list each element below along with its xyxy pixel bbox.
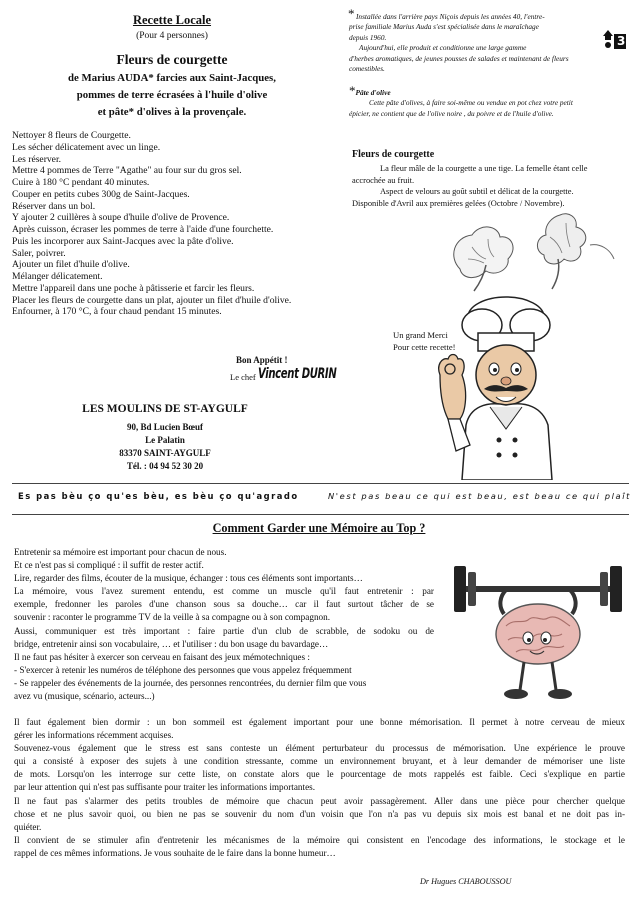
recipe-step: Enfourner, à 170 °C, à four chaud pendant 15 minutes.: [12, 306, 222, 318]
note1-line: Aujourd'hui, elle produit et conditionne une large gamme: [359, 43, 527, 53]
note-marius-auda: [348, 6, 597, 74]
recipe-header: Recette Locale: [132, 13, 212, 27]
courgette-flower-illustration: [440, 207, 620, 297]
article-line: chose et ne plus savoir quoi, ou bien ne pas se souvenir du nom d'un voisin que l'on n'a pas vu depuis six mois est banal et ne doit pas in-: [14, 808, 625, 819]
recipe-step: Mélanger délicatement.: [12, 271, 103, 282]
article-line: qui a consisté à exposer des sujets à une condition stressante, comme un environnement bruyant, et à leur demander de mémoriser une liste: [14, 756, 625, 767]
article-title: Comment Garder une Mémoire au Top ?: [212, 521, 426, 535]
recipe-step: Couper en petits cubes 300g de Saint-Jacques.: [12, 188, 190, 200]
note1-line: comestibles.: [349, 64, 385, 74]
logo-number: 3: [617, 34, 626, 48]
asterisk: *: [348, 6, 355, 21]
restaurant-name: LES MOULINS DE ST-AYGULF: [82, 403, 248, 415]
note2-heading: [349, 83, 609, 98]
article-line: Souvenez-vous également que le stress est sans conteste un élément perturbateur du processus de mémorisation. Une expérience le prouve: [14, 743, 625, 754]
chef-label: Le chef: [230, 372, 256, 382]
address-line: 90, Bd Lucien Bœuf: [126, 422, 204, 432]
article-line: - Se rappeler des événements de la journée, des personnes rencontrées, du dernier film que vous: [14, 677, 367, 688]
restaurant-address: [30, 421, 300, 473]
article-line: Aussi, communiquer est très important : faire partie d'un club de scrabble, de sodoku ou de: [14, 625, 434, 636]
address-line: 83370 SAINT-AYGULF: [119, 448, 211, 458]
recipe-step: Mettre l'appareil dans une poche à pâtisserie et farcir les fleurs.: [12, 282, 255, 294]
asterisk: *: [349, 83, 356, 98]
dish-title: Fleurs de courgette: [116, 52, 228, 67]
recipe-step: Nettoyer 8 fleurs de Courgette.: [12, 130, 131, 141]
flowers-line: accrochée au fruit.: [352, 175, 415, 185]
note1-line: [348, 6, 597, 22]
article-line: de mots. Lorsqu'on les interroge sur cette liste, on constate alors que le pourcentage de mots rappelés est faible. Ceci s'explique en partie: [14, 769, 625, 780]
chef-signature: Vincent DURIN: [258, 366, 337, 382]
bottom-rule: [12, 514, 629, 515]
flowers-line: La fleur mâle de la courgette a une tige. La femelle étant celle: [380, 164, 588, 173]
proverb-french: N'est pas beau ce qui est beau, est beau ce qui plaît: [328, 491, 631, 501]
recipe-step: Réserver dans un bol.: [12, 200, 96, 212]
dish-subtitle-line: et pâte* d'olives à la provençale.: [97, 106, 247, 118]
article-line: Lire, regarder des films, écouter de la musique, échanger : tous ces éléments sont importants…: [14, 573, 363, 584]
thanks-line: Pour cette recette!: [393, 342, 456, 352]
article-line: exemple, fredonner les paroles d'une chanson sous sa douche… car il faut surtout tâcher de se: [14, 599, 434, 610]
note1-line: d'herbes aromatiques, de jeunes pousses de salades et maintenant de fleurs: [349, 53, 569, 63]
article-author: Dr Hugues CHABOUSSOU: [420, 877, 512, 886]
note1-line: prise familiale Marius Auda s'est spécialisée dans le maraîchage: [349, 22, 539, 32]
article-line: Il faut également bien dormir : un bon sommeil est également important pour une bonne mémorisation. Il permet à notre cerveau de mieux: [14, 717, 625, 727]
recipe-step: Mettre 4 pommes de Terre "Agathe" au four sur du gros sel.: [12, 165, 242, 177]
article-line: Entretenir sa mémoire est important pour chacun de nous.: [14, 547, 227, 557]
proverb-provencal: Es pas bèu ço qu'es bèu, es bèu ço qu'agrado: [18, 491, 299, 501]
article-line: rappel de ces mêmes informations. Je vous souhaite de le faire dans la bonne humeur…: [14, 847, 336, 858]
note1-text: Installée dans l'arrière pays Niçois depuis les années 40, l'entre-: [356, 12, 545, 21]
address-line: Tél. : 04 94 52 30 20: [126, 461, 204, 471]
note-pate-olive: [349, 83, 609, 119]
recipe-step: Après cuisson, écraser les pommes de terre à l'aide d'une fourchette.: [12, 224, 274, 235]
article-body: [14, 716, 625, 860]
bon-appetit: Bon Appétit !: [236, 355, 288, 365]
recipe-step: Puis les incorporer aux Saint-Jacques avec la pâte d'olive.: [12, 235, 234, 247]
article-line: par leur attention qui n'est pas suffisante pour traiter les informations importantes.: [14, 782, 316, 793]
article-line: Il ne faut pas hésiter à exercer son cerveau en faisant des jeux mémotechniques :: [14, 651, 310, 662]
article-line: avez vu (musique, scénario, acteurs...): [14, 691, 155, 702]
recipe-step: Cuire à 180 °C pendant 40 minutes.: [12, 177, 150, 188]
article-line: bridge, entretenir ainsi son vocabulaire, … et l'utiliser : du bon usage du bavardage…: [14, 638, 329, 649]
article-line: gérer les informations récemment acquises.: [14, 730, 174, 741]
thanks-line: Un grand Merci: [393, 330, 448, 340]
brain-barbell-illustration: [448, 556, 628, 706]
address-line: Le Palatin: [145, 435, 185, 445]
logo-badge: [601, 26, 627, 50]
dish-subtitle-line: pommes de terre écrasées à l'huile d'olive: [76, 89, 268, 101]
flowers-line: Aspect de velours au goût subtil et délicat de la courgette.: [380, 187, 574, 197]
article-line: Et ce n'est pas si compliqué : il suffit de rester actif.: [14, 560, 204, 571]
flowers-line: Disponible d'Avril aux premières gelées (Octobre / Novembre).: [352, 198, 565, 208]
flowers-title: Fleurs de courgette: [352, 149, 435, 160]
recipe-step: Ajouter un filet d'huile d'olive.: [12, 259, 130, 271]
recipe-servings: (Pour 4 personnes): [136, 31, 208, 41]
article-line: souvenir : raconter le programme TV de la veille à sa compagne ou à son compagnon.: [14, 612, 331, 623]
recipe-step: Les réserver.: [12, 153, 62, 165]
recipe-step: Les sécher délicatement avec un linge.: [12, 141, 161, 153]
flowers-description: [352, 163, 587, 209]
article-intro: [14, 546, 434, 703]
note2-title: Pâte d'olive: [355, 88, 391, 97]
note2-line: Cette pâte d'olives, à faire soi-même ou vendue en pot chez votre petit: [369, 98, 573, 108]
recipe-steps: [12, 130, 291, 318]
chef-illustration: [420, 295, 580, 480]
dish-subtitle: [22, 70, 322, 121]
article-line: Il convient de se stimuler afin d'entretenir les mécanismes de la mémoire qui consistent en l'encodage des informations, le stockage et le: [14, 834, 625, 845]
note2-line: épicier, ne contient que de l'olive noire , du poivre et de l'huile d'olive.: [349, 108, 554, 118]
note1-line: depuis 1960.: [349, 32, 387, 42]
recipe-step: Y ajouter 2 cuillères à soupe d'huile d'olive de Provence.: [12, 212, 230, 224]
article-line: quiéter.: [14, 821, 42, 832]
dish-subtitle-line: de Marius AUDA* farcies aux Saint-Jacques,: [68, 72, 276, 84]
article-line: Il ne faut pas s'alarmer des petits troubles de mémoire que chacun peut avoir passagèrement. Aller dans une pièce pour chercher quelque: [14, 795, 625, 806]
article-line: - S'exercer à retenir les numéros de téléphone des personnes que vous appelez fréquemment: [14, 664, 352, 675]
recipe-step: Placer les fleurs de courgette dans un plat, ajouter un filet d'huile d'olive.: [12, 294, 292, 306]
article-line: La mémoire, vous l'avez surement entendu, est comme un muscle qu'il faut entretenir : par: [14, 586, 434, 597]
top-rule: [12, 483, 629, 484]
recipe-step: Saler, poivrer.: [12, 247, 66, 259]
